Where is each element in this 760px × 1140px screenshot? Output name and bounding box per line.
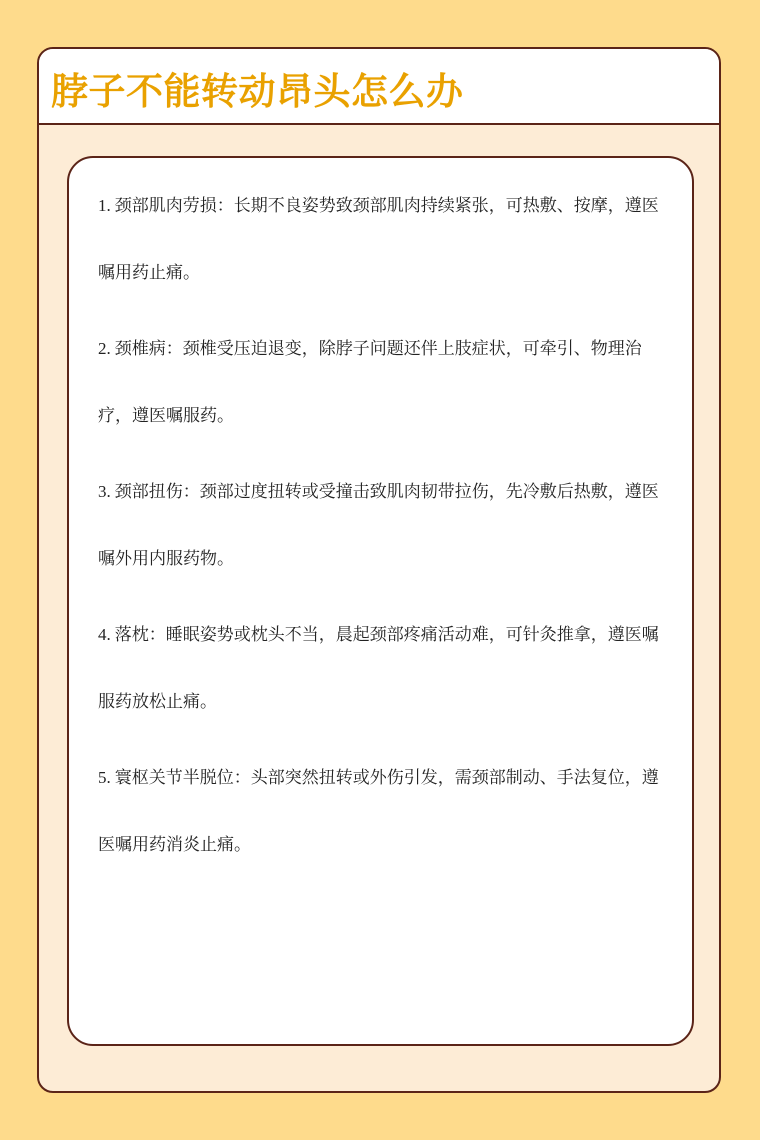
content-card	[67, 156, 694, 1046]
item-number: 1.	[98, 196, 111, 215]
page-title: 脖子不能转动昂头怎么办	[51, 70, 464, 113]
list-item	[98, 172, 670, 307]
item-text: 颈部扭伤：颈部过度扭转或受撞击致肌肉韧带拉伤，先冷敷后热敷，遵医嘱外用内服药物。	[98, 482, 659, 569]
item-number: 4.	[98, 625, 111, 644]
tips-list	[98, 172, 670, 887]
item-number: 5.	[98, 768, 111, 787]
title-bar	[39, 49, 719, 125]
item-text: 颈部肌肉劳损：长期不良姿势致颈部肌肉持续紧张，可热敷、按摩，遵医嘱用药止痛。	[98, 196, 659, 283]
item-text: 颈椎病：颈椎受压迫退变，除脖子问题还伴上肢症状，可牵引、物理治疗，遵医嘱服药。	[98, 339, 642, 426]
item-text: 落枕：睡眠姿势或枕头不当，晨起颈部疼痛活动难，可针灸推拿，遵医嘱服药放松止痛。	[98, 625, 659, 712]
item-text: 寰枢关节半脱位：头部突然扭转或外伤引发，需颈部制动、手法复位，遵医嘱用药消炎止痛。	[98, 768, 659, 855]
list-item	[98, 601, 670, 736]
list-item	[98, 744, 670, 879]
item-number: 3.	[98, 482, 111, 501]
list-item	[98, 315, 670, 450]
list-item	[98, 458, 670, 593]
item-number: 2.	[98, 339, 111, 358]
